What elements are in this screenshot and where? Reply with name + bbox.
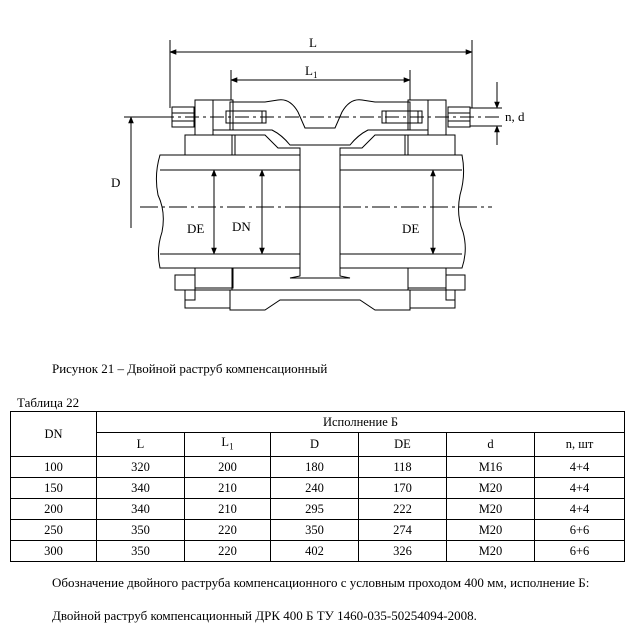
- designation-text: Обозначение двойного раструба компенсационного с условным проходом 400 мм, исполнение Б:: [52, 575, 590, 590]
- table-cell: М16: [447, 456, 535, 477]
- table-cell: 210: [185, 477, 271, 498]
- table-cell: 100: [11, 456, 97, 477]
- col-L1: $L_1$: [185, 433, 271, 457]
- table-caption: Таблица 22: [17, 395, 80, 410]
- table-cell: 200: [11, 498, 97, 519]
- col-D: D: [271, 433, 359, 457]
- table-cell: 320: [97, 456, 185, 477]
- label-D: D: [111, 175, 121, 190]
- table-cell: 180: [271, 456, 359, 477]
- table-cell: 150: [11, 477, 97, 498]
- table-row: [11, 498, 625, 519]
- table-cell: 6+6: [535, 540, 625, 561]
- table-cell: 4+4: [535, 498, 625, 519]
- table-cell: 402: [271, 540, 359, 561]
- table-cell: 295: [271, 498, 359, 519]
- table-cell: 118: [359, 456, 447, 477]
- col-n: n, шт: [535, 433, 625, 457]
- table-cell: 4+4: [535, 477, 625, 498]
- right-pipe: [340, 155, 465, 268]
- table-cell: 326: [359, 540, 447, 561]
- header-dn: DN: [11, 412, 97, 457]
- table-cell: 350: [271, 519, 359, 540]
- table-cell: 340: [97, 498, 185, 519]
- table-cell: 350: [97, 519, 185, 540]
- left-pipe: [156, 155, 300, 268]
- label-n-d: n, d: [505, 109, 525, 124]
- col-DE: DE: [359, 433, 447, 457]
- col-L: L: [97, 433, 185, 457]
- designation-example: Двойной раструб компенсационный ДРК 400 Б ТУ 1460-035-50254094-2008.: [52, 608, 477, 623]
- table-cell: 250: [11, 519, 97, 540]
- table-cell: 340: [97, 477, 185, 498]
- table-cell: М20: [447, 498, 535, 519]
- table-row: [11, 456, 625, 477]
- header-columns: [11, 433, 625, 457]
- spec-table: [10, 411, 625, 562]
- table-cell: 220: [185, 519, 271, 540]
- col-d: d: [447, 433, 535, 457]
- table-cell: М20: [447, 519, 535, 540]
- header-group: Исполнение Б: [97, 412, 625, 433]
- label-DE-right: DE: [402, 221, 420, 236]
- table-cell: 4+4: [535, 456, 625, 477]
- table-cell: 210: [185, 498, 271, 519]
- table-cell: М20: [447, 477, 535, 498]
- table-row: [11, 519, 625, 540]
- table-cell: 240: [271, 477, 359, 498]
- table-cell: 170: [359, 477, 447, 498]
- table-cell: 6+6: [535, 519, 625, 540]
- table-cell: 200: [185, 456, 271, 477]
- table-cell: 220: [185, 540, 271, 561]
- table-cell: М20: [447, 540, 535, 561]
- figure-caption: Рисунок 21 – Двойной раструб компенсационный: [52, 361, 328, 376]
- table-cell: 222: [359, 498, 447, 519]
- table-row: [11, 477, 625, 498]
- label-L: L: [309, 35, 317, 50]
- label-DN: DN: [232, 219, 251, 234]
- label-DE-left: DE: [187, 221, 205, 236]
- table-cell: 300: [11, 540, 97, 561]
- table-cell: 350: [97, 540, 185, 561]
- label-L1: $L_1$: [305, 63, 318, 80]
- table-row: [11, 540, 625, 561]
- table-cell: 274: [359, 519, 447, 540]
